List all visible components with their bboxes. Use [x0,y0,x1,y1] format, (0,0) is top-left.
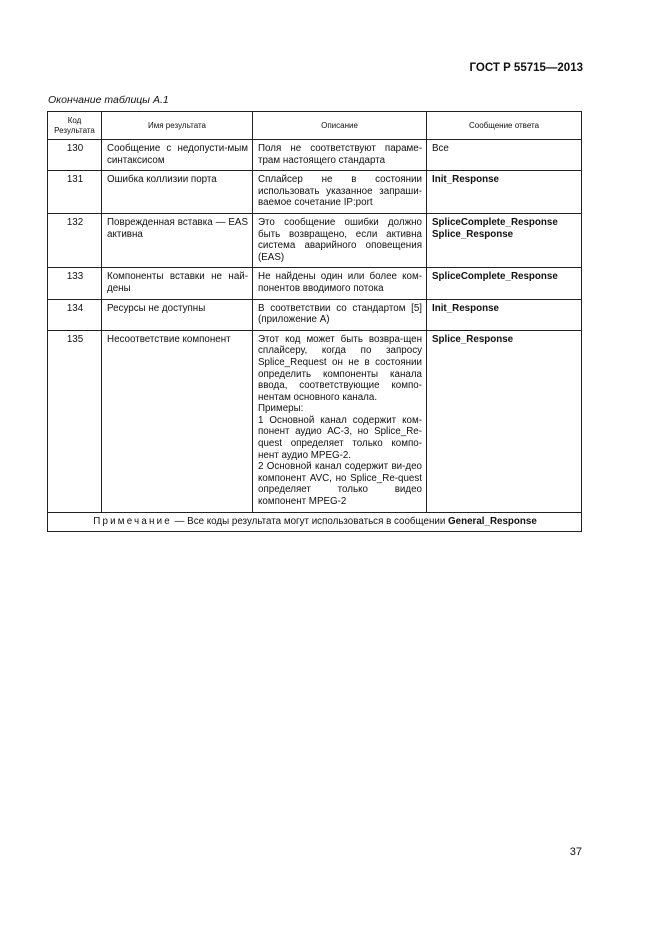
response-value: Init_Response [432,302,499,314]
table-row [48,171,582,214]
row-name: Поврежденная вставка — EAS активна [102,213,253,267]
document-standard-header: ГОСТ Р 55715—2013 [469,62,583,74]
response-value: Init_Response [432,174,499,186]
description-paragraph: 2 Основной канал содержит ви-део компонент AVC, но Splice_Re-quest определяет только видео компонент MPEG-2 [258,461,422,508]
row-code: 134 [48,299,102,330]
row-code: 132 [48,213,102,267]
table-row [48,299,582,330]
description-paragraph: 1 Основной канал содержит ком-понент аудио АС-3, но Splice_Re-quest определяет только компо-нент аудио MPEG-2. [258,414,422,461]
column-header-code [48,112,102,140]
row-description: Это сообщение ошибки должно быть возвращено, если активна система аварийного оповещения (EAS) [253,213,427,267]
table-header-row [48,112,582,140]
page-number: 37 [569,846,582,858]
row-code: 130 [48,140,102,171]
table-note [48,512,582,532]
row-name: Ресурсы не доступны [102,299,253,330]
row-name: Компоненты вставки не най-дены [102,268,253,299]
result-codes-table [47,111,582,532]
response-value: SpliceComplete_Response [432,271,558,283]
row-response [427,213,582,267]
row-name: Ошибка коллизии порта [102,171,253,214]
column-header-name: Имя результата [102,112,253,140]
description-paragraph: Примеры: [258,403,304,415]
column-header-description: Описание [253,112,427,140]
row-response [427,171,582,214]
table-caption: Окончание таблицы А.1 [48,94,169,106]
note-response: General_Response [448,515,537,527]
response-value: Все [432,143,449,154]
description-paragraph: Этот код может быть возвра-щен сплайсеру, когда по запросу Splice_Request он не в состоянии определить компоненты канала ввода, соответствующие компо-нентам основного канала. [258,333,422,403]
column-header-code-label: Код Результата [54,116,95,135]
row-description: Поля не соответствуют параме-трам настоящего стандарта [253,140,427,171]
table-row [48,140,582,171]
table-row [48,268,582,299]
row-response [427,268,582,299]
row-name: Несоответствие компонент [102,330,253,512]
table-row [48,213,582,267]
row-code: 133 [48,268,102,299]
row-response [427,140,582,171]
row-code: 135 [48,330,102,512]
row-code: 131 [48,171,102,214]
response-value: SpliceComplete_Response [432,216,558,228]
response-value: Splice_Response [432,333,514,345]
note-label: Примечание [93,515,172,527]
row-response [427,299,582,330]
row-description: Не найдены один или более ком-понентов вводимого потока [253,268,427,299]
table-row [48,330,582,512]
row-response [427,330,582,512]
table-note-row [48,512,582,532]
note-text: — Все коды результата могут использоваться в сообщении [171,515,449,527]
response-value: Splice_Response [432,228,514,240]
row-description: В соответствии со стандартом [5] (приложение А) [253,299,427,330]
row-name: Сообщение с недопусти-мым синтаксисом [102,140,253,171]
row-description: Сплайсер не в состоянии использовать указанное запраши-ваемое сочетание IP:port [253,171,427,214]
column-header-response: Сообщение ответа [427,112,582,140]
row-description [253,330,427,512]
